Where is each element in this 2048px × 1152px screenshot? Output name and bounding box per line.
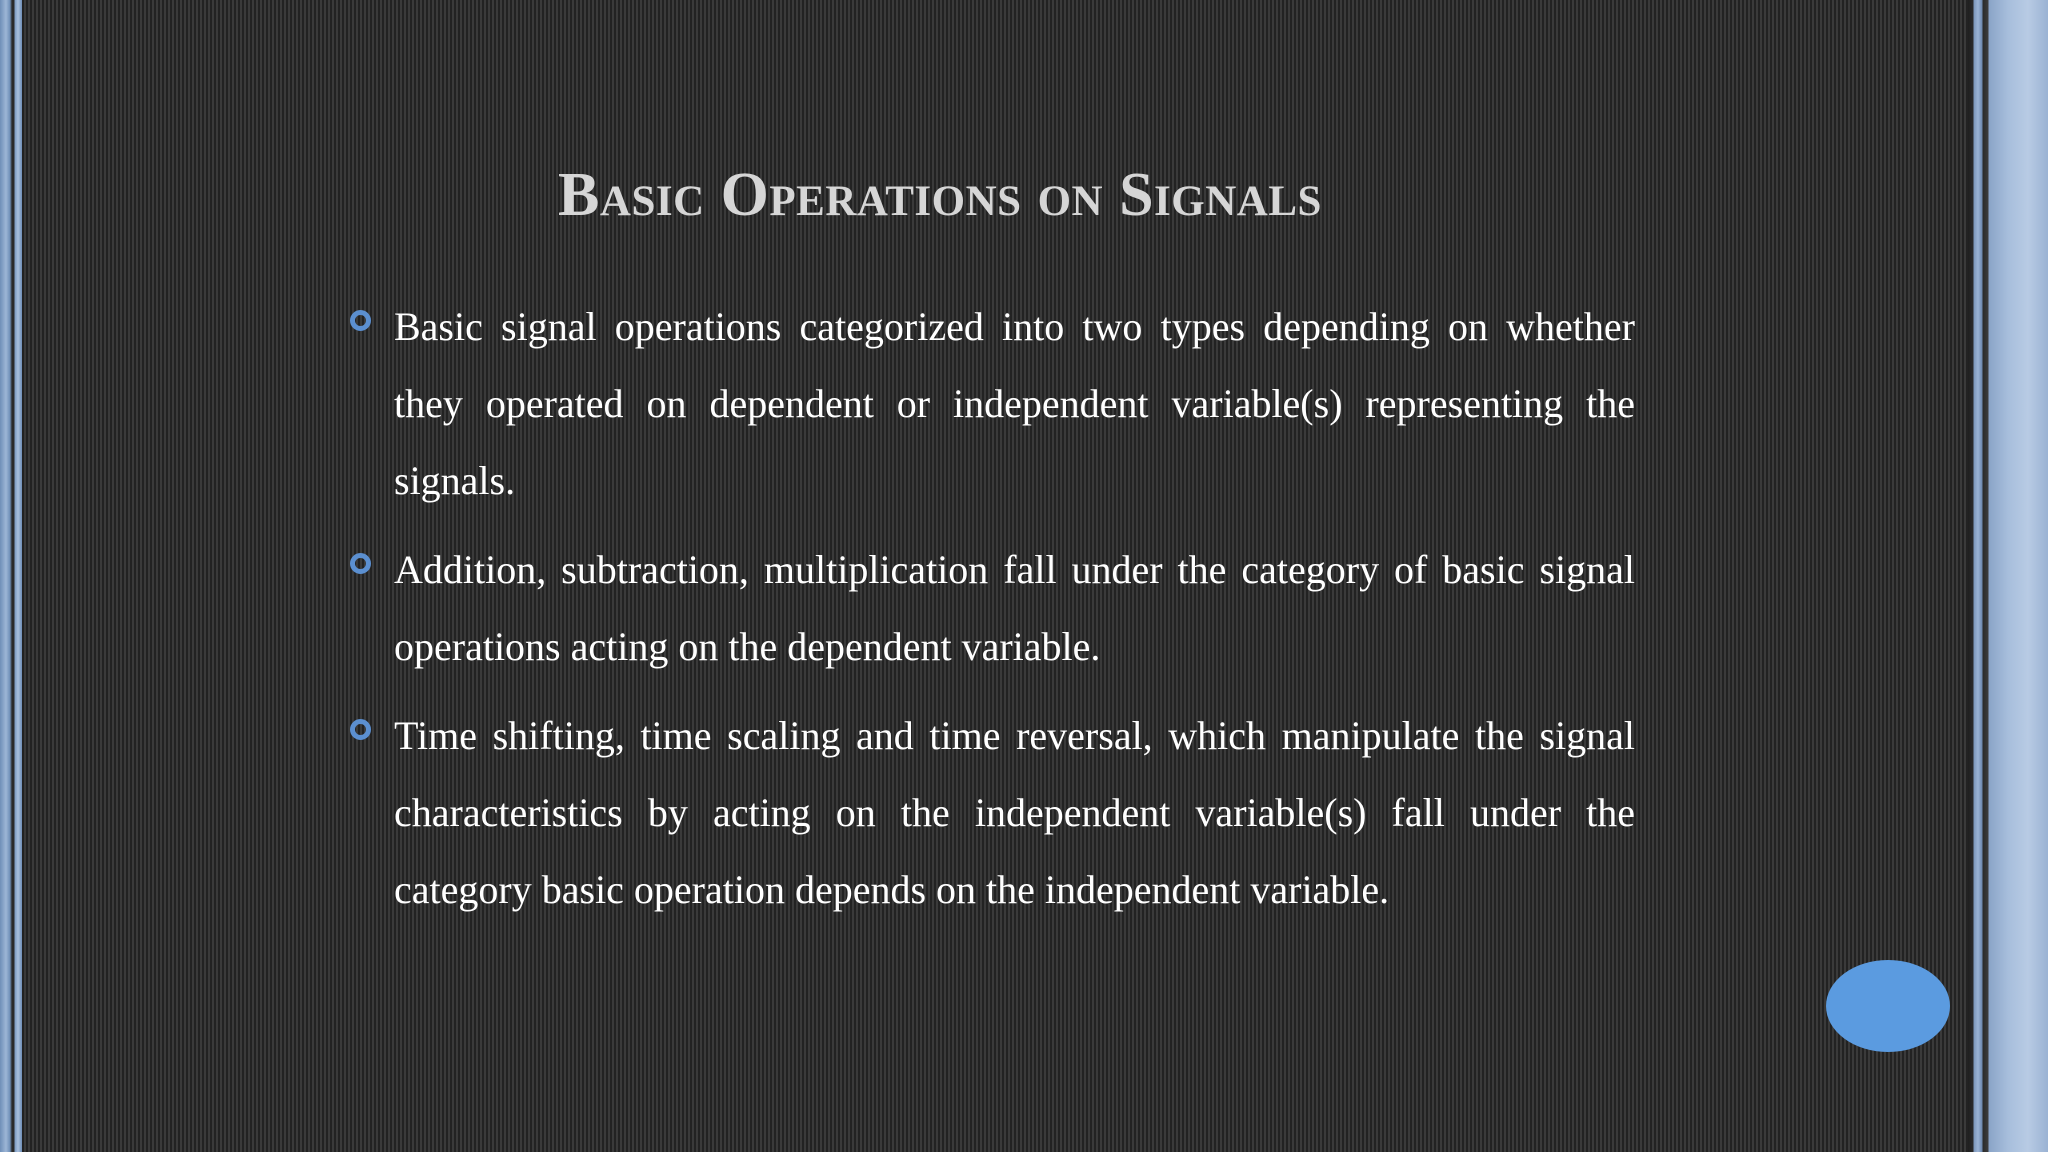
- right-border-decoration: [1968, 0, 2048, 1152]
- bullet-item: [350, 697, 1635, 928]
- bullet-list: [350, 288, 1635, 940]
- slide-title: Basic Operations on Signals: [558, 161, 1322, 229]
- bullet-text: Basic signal operations categorized into two types depending on whether they operated on dependent or independent variable(s) representing the signals.: [394, 304, 1635, 503]
- bullet-item: [350, 531, 1635, 685]
- bullet-text: Time shifting, time scaling and time reversal, which manipulate the signal characteristics by acting on the independent variable(s) fall under the category basic operation depends on the independent variable.: [394, 713, 1635, 912]
- hollow-circle-bullet-icon: [350, 310, 371, 331]
- hollow-circle-bullet-icon: [350, 553, 371, 574]
- bullet-item: [350, 288, 1635, 519]
- hollow-circle-bullet-icon: [350, 719, 371, 740]
- slide-number-oval: [1826, 960, 1950, 1052]
- bullet-text: Addition, subtraction, multiplication fall under the category of basic signal operations acting on the dependent variable.: [394, 547, 1635, 669]
